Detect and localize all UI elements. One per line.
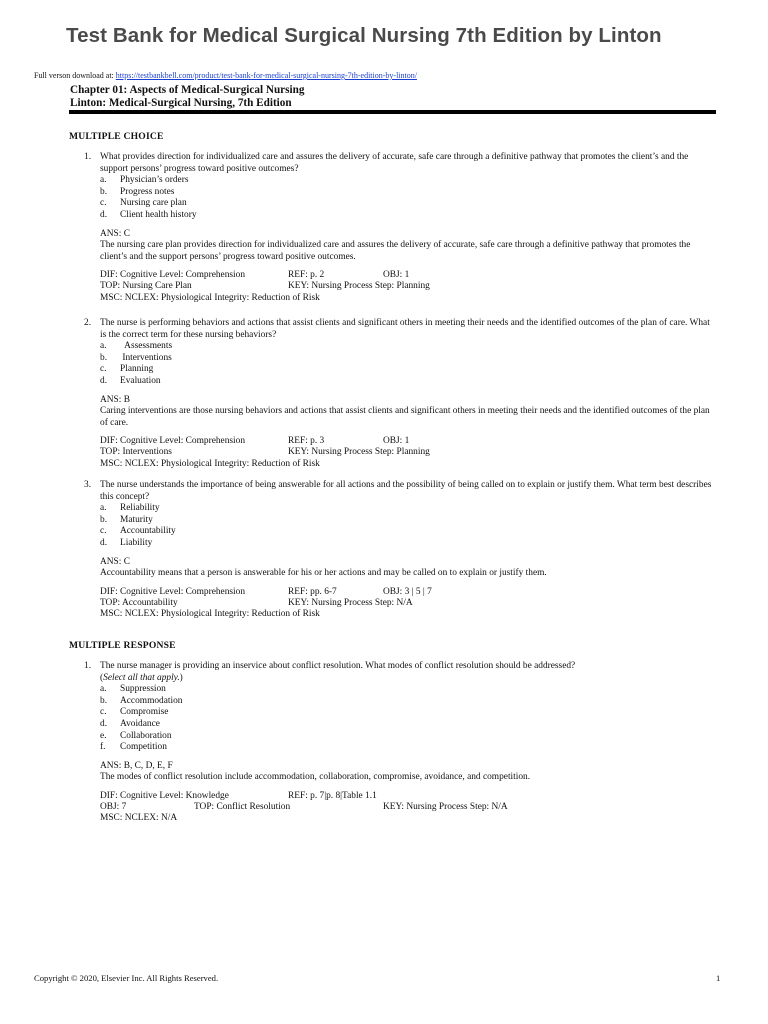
meta-row-2 [100, 802, 718, 813]
download-prefix: Full verson download at: [34, 71, 116, 80]
question-stem: What provides direction for individualized care and assures the delivery of accurate, safe care through a definitive pathway that promotes the client’s and the support persons’ progress toward positive outcomes? [100, 152, 689, 174]
question-number: 3. [84, 480, 92, 490]
book-title: Linton: Medical-Surgical Nursing, 7th Edition [70, 96, 292, 109]
answer-option: d. Avoidance [100, 718, 160, 729]
meta-row-1 [100, 791, 718, 802]
meta-row-2 [100, 281, 718, 292]
download-link[interactable]: https://testbankbell.com/product/test-bank-for-medical-surgical-nursing-7th-edition-by-linton/ [115, 71, 417, 80]
reference: REF: p. 3 [288, 436, 325, 447]
question-stem: The nurse is performing behaviors and actions that assist clients and significant others in meeting their needs and the identified outcomes of the plan of care. What is the correct term for these nursing behaviors? [100, 318, 710, 340]
answer-option: d. Liability [100, 537, 153, 548]
answer-option: c. Nursing care plan [100, 198, 187, 209]
question-number: 2. [84, 318, 92, 328]
rationale: Caring interventions are those nursing behaviors and actions that assist clients and significant others in meeting their needs and the identified outcomes of the plan of care. [100, 406, 710, 428]
question-number: 1. [84, 661, 92, 671]
answer-option: c. Accountability [100, 526, 176, 537]
topic: TOP: Interventions [100, 447, 172, 458]
heading-rule [69, 110, 716, 114]
meta-row-1 [100, 436, 718, 447]
meta-row-2 [100, 447, 718, 458]
answer-option: c. Planning [100, 364, 154, 375]
chapter-title: Chapter 01: Aspects of Medical-Surgical Nursing [70, 84, 305, 96]
meta-row-2 [100, 598, 718, 609]
footer-copyright: Copyright © 2020, Elsevier Inc. All Rights Reserved. [34, 973, 219, 983]
difficulty: DIF: Cognitive Level: Comprehension [100, 270, 246, 281]
reference: REF: p. 7|p. 8|Table 1.1 [288, 790, 377, 801]
answer-option: b. Accommodation [100, 695, 183, 706]
answer-key: ANS: C [100, 556, 130, 567]
answer-option: b. Interventions [100, 352, 172, 363]
section-heading-multiple-choice: MULTIPLE CHOICE [69, 131, 164, 142]
msc: MSC: NCLEX: Physiological Integrity: Reduction of Risk [100, 608, 320, 619]
difficulty: DIF: Cognitive Level: Comprehension [100, 586, 246, 597]
difficulty: DIF: Cognitive Level: Knowledge [100, 790, 229, 801]
key: KEY: Nursing Process Step: Planning [288, 447, 430, 458]
objective: OBJ: 7 [100, 802, 127, 813]
rationale: The modes of conflict resolution include accommodation, collaboration, compromise, avoidance, and competition. [100, 772, 531, 783]
answer-option: f. Competition [100, 742, 167, 753]
question-stem: The nurse manager is providing an inservice about conflict resolution. What modes of conflict resolution should be addressed? [100, 661, 576, 671]
topic: TOP: Conflict Resolution [194, 802, 291, 813]
objective: OBJ: 3 | 5 | 7 [383, 586, 432, 597]
key: KEY: Nursing Process Step: N/A [288, 597, 413, 608]
difficulty: DIF: Cognitive Level: Comprehension [100, 436, 246, 447]
meta-row-3 [100, 813, 718, 824]
answer-option: a. Reliability [100, 503, 160, 514]
answer-key: ANS: C [100, 228, 130, 239]
msc: MSC: NCLEX: N/A [100, 813, 178, 824]
answer-key: ANS: B [100, 394, 130, 405]
reference: REF: p. 2 [288, 270, 325, 281]
topic: TOP: Nursing Care Plan [100, 281, 192, 292]
key: KEY: Nursing Process Step: N/A [383, 802, 508, 813]
key: KEY: Nursing Process Step: Planning [288, 281, 430, 292]
section-heading-multiple-response: MULTIPLE RESPONSE [69, 640, 176, 651]
objective: OBJ: 1 [383, 270, 410, 281]
answer-key: ANS: B, C, D, E, F [100, 760, 173, 771]
document-title: Test Bank for Medical Surgical Nursing 7th Edition by Linton [66, 24, 662, 47]
question-body [100, 661, 718, 824]
answer-option: c. Compromise [100, 707, 169, 718]
meta-row-3 [100, 293, 718, 304]
page-number: 1 [716, 973, 721, 983]
answer-option: d. Client health history [100, 209, 197, 220]
answer-option: a. Physician’s orders [100, 175, 189, 186]
question-stem: The nurse understands the importance of being answerable for all actions and the possibility of being called on to explain or justify them. What term best describes this concept? [100, 480, 712, 502]
meta-row-1 [100, 270, 718, 281]
answer-option: b. Maturity [100, 514, 153, 525]
answer-option: a. Assessments [100, 341, 173, 352]
msc: MSC: NCLEX: Physiological Integrity: Reduction of Risk [100, 458, 320, 469]
chapter-heading [70, 84, 304, 109]
rationale: Accountability means that a person is answerable for his or her actions and may be called on to explain or justify them. [100, 568, 547, 579]
meta-row-1 [100, 587, 718, 598]
question-body [100, 318, 718, 470]
download-line [34, 71, 417, 80]
objective: OBJ: 1 [383, 436, 410, 447]
meta-row-3 [100, 459, 718, 470]
meta-row-3 [100, 609, 718, 620]
msc: MSC: NCLEX: Physiological Integrity: Reduction of Risk [100, 292, 320, 303]
answer-option: b. Progress notes [100, 186, 175, 197]
reference: REF: pp. 6-7 [288, 586, 337, 597]
question-body [100, 152, 718, 304]
rationale: The nursing care plan provides direction for individualized care and assures the delivery of accurate, safe care through a definitive pathway that promotes the client’s and the support persons’ progress toward positive outcomes. [100, 240, 691, 262]
question-number: 1. [84, 152, 92, 162]
answer-option: a. Suppression [100, 684, 166, 695]
select-instruction: (Select all that apply.) [100, 672, 183, 683]
topic: TOP: Accountability [100, 597, 178, 608]
question-body [100, 480, 718, 620]
answer-option: d. Evaluation [100, 375, 161, 386]
answer-option: e. Collaboration [100, 730, 172, 741]
